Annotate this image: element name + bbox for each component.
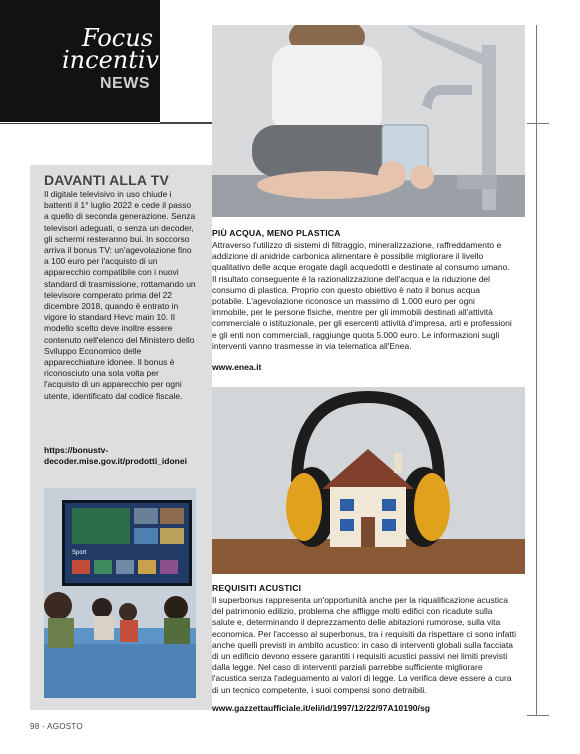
article-title-acqua: PIÙ ACQUA, MENO PLASTICA xyxy=(212,228,341,238)
article-title-acustici: REQUISITI ACUSTICI xyxy=(212,583,302,593)
tv-label-sport: Sport xyxy=(72,550,87,556)
section-brand-block xyxy=(0,0,167,122)
house-headphones-photo xyxy=(212,387,525,574)
brand-incentivi: incentivi xyxy=(62,46,167,74)
tv-family-photo xyxy=(44,488,196,698)
water-illustration xyxy=(212,25,525,217)
brand-news: NEWS xyxy=(100,75,150,92)
right-margin-line xyxy=(536,25,537,715)
brand-focus: Focus xyxy=(82,24,154,52)
article-link-gazzetta[interactable]: www.gazzettaufficiale.it/eli/id/1997/12/22/97A10190/sg xyxy=(212,703,430,713)
article-link-enea[interactable]: www.enea.it xyxy=(212,362,262,372)
article-body-acustici: Il superbonus rappresenta un'opportunità anche per la riqualificazione acustica del patrimonio edilizio, problema che affligge molti edifici con ricadute sulla salute e, determinando il deprezzamento delle abitazioni rumorose, sulla vita economica. Per l'accesso al superbonus, tra i requisiti da rispettare ci sono infatti anche quelli previsti in ambito acustico: in caso di interventi globali sulla facciata di un edificio devono essere garantiti i requisiti acustici passivi nei limiti previsti dalla legge. Nel caso di interventi parziali parrebbe sufficiente migliorare l'acustica senza l'adeguamento ai valori di legge. La verifica deve essere a cura di un tecnico competente, i suoi compensi sono detraibili. xyxy=(212,595,516,695)
crop-mark-top xyxy=(527,123,549,124)
header-rule xyxy=(0,123,212,124)
tv-illustration xyxy=(44,488,196,698)
sidebar-body xyxy=(44,189,196,402)
crop-mark-bottom xyxy=(527,715,549,716)
house-illustration xyxy=(212,387,525,574)
water-tap-photo xyxy=(212,25,525,217)
sidebar-title: DAVANTI ALLA TV xyxy=(44,172,170,188)
article-body-acqua: Attraverso l'utilizzo di sistemi di filtraggio, mineralizzazione, raffreddamento e addizione di anidride carbonica alimentare è possibile migliorare il livello qualitativo delle acque erogate dagli acquedotti e destinate al consumo umano. Il risultato conseguente è la razionalizzazione dell'acqua e la riduzione del consumo di plastica. Proprio con questo obiettivo è nato il bonus acqua potabile. L'agevolazione riconosce un massimo di 1.000 euro per ogni immobile, per le persone fisiche, mentre per gli immobili destinati all'attività commerciale o istituzionale, per gli esercenti attività d'impresa, arti e professioni e gli enti non commerciali, raggiunge quota 5.000 euro. Le informazioni sugli interventi vanno trasmesse in via telematica all'Enea. xyxy=(212,240,512,351)
sidebar-text: Il digitale televisivo in uso chiude i battenti il 1° luglio 2022 e cede il passo a quello di seconda generazione. Senza televisori adeguati, o senza un decoder, gli schermi resteranno bui. In soccorso arriva il bonus TV: un'agevolazione fino a 100 euro per l'acquisto di un apparecchio compatibile con i nuovi standard di trasmissione, rottamando un televisore comperato prima del 22 dicembre 2018, quando è entrato in vigore lo standard Hevc main 10. Il modello scelto deve inoltre essere contenuto nell'elenco del Ministero dello Sviluppo Economico delle apparecchiature idonee. Il bonus è riconosciuto una sola volta per l'acquisto di un apparecchio per ogni utente, identificato dal codice fiscale. xyxy=(44,189,196,401)
header-rule-2 xyxy=(160,122,212,123)
page-footer: 98 - AGOSTO xyxy=(30,722,83,731)
sidebar-link[interactable]: https://bonustv-decoder.mise.gov.it/prodotti_idonei xyxy=(44,445,187,467)
